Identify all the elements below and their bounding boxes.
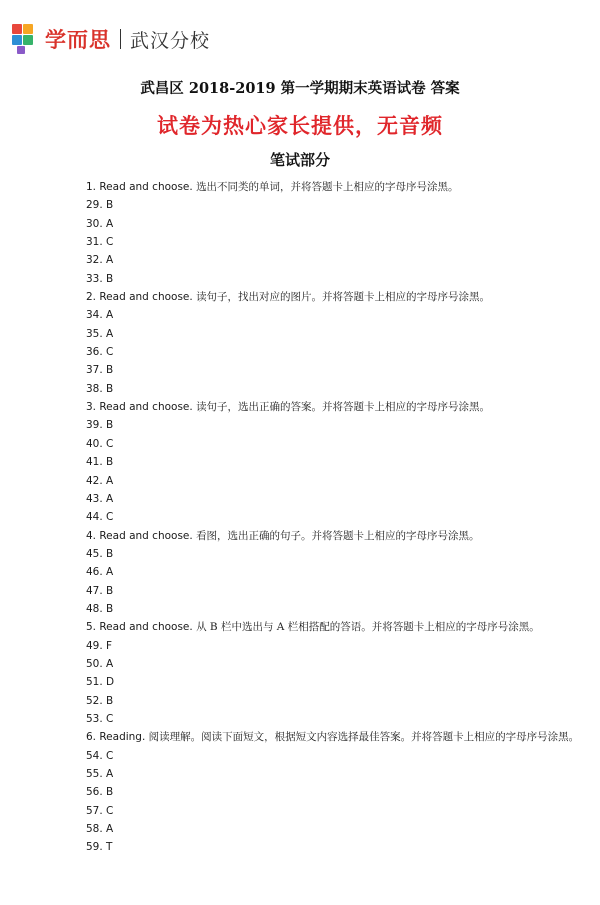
answer-item: 50. A xyxy=(86,657,114,670)
answer-item: 34. A xyxy=(86,309,114,322)
answer-item: 41. B xyxy=(86,456,114,469)
question-instruction: 看图，选出正确的句子。并将答题卡上相应的字母序号涂黑。 xyxy=(196,529,480,542)
logo xyxy=(12,22,210,56)
question-instruction: 读句子，选出正确的答案。并将答题卡上相应的字母序号涂黑。 xyxy=(196,401,491,414)
question-instruction: 选出不同类的单词，并将答题卡上相应的字母序号涂黑。 xyxy=(196,181,459,193)
answer-item: 39. B xyxy=(86,419,114,432)
section-heading: 笔试部分 xyxy=(269,151,330,169)
question-prefix: 5. Read and choose. xyxy=(86,621,197,634)
answer-item: 44. C xyxy=(86,511,114,524)
logo-icon xyxy=(12,24,40,54)
answer-item: 49. F xyxy=(86,639,113,652)
answer-item: 31. C xyxy=(86,236,114,249)
answer-item: 47. B xyxy=(86,584,114,597)
answer-item: 52. B xyxy=(86,694,114,707)
answer-item: 57. C xyxy=(86,804,114,817)
logo-divider xyxy=(120,29,121,49)
answer-item: 35. A xyxy=(86,327,114,340)
answer-item: 40. C xyxy=(86,437,114,450)
question-instruction: 阅读理解。阅读下面短文，根据短文内容选择最佳答案。并将答题卡上相应的字母序号涂黑。 xyxy=(148,731,580,744)
answer-item: 30. A xyxy=(86,217,114,230)
answer-item: 36. C xyxy=(86,346,114,359)
answer-item: 56. B xyxy=(86,786,114,799)
answer-item: 32. A xyxy=(86,254,114,267)
question-heading xyxy=(86,527,586,545)
question-heading xyxy=(86,398,586,416)
question-heading xyxy=(86,178,586,196)
answer-item: 42. A xyxy=(86,474,114,487)
answer-item: 51. D xyxy=(86,676,115,689)
answer-item: 58. A xyxy=(86,823,114,836)
answer-item: 46. A xyxy=(86,566,114,579)
answer-item: 53. C xyxy=(86,712,114,725)
answer-item: 55. A xyxy=(86,768,114,780)
question-prefix: 6. Reading. xyxy=(86,731,149,744)
question-prefix: 2. Read and choose. xyxy=(86,291,197,304)
answer-item: 54. C xyxy=(86,749,114,762)
question-heading xyxy=(86,288,586,306)
answer-item: 48. B xyxy=(86,602,114,615)
answer-list xyxy=(86,178,586,857)
question-prefix: 3. Read and choose. xyxy=(86,401,197,414)
notice-text: 试卷为热心家长提供，无音频 xyxy=(157,113,443,138)
question-instruction: 从 B 栏中选出与 A 栏相搭配的答语。并将答题卡上相应的字母序号涂黑。 xyxy=(196,621,540,634)
document-title: 武昌区 2018-2019 第一学期期末英语试卷 答案 xyxy=(140,80,460,97)
question-prefix: 1. Read and choose. xyxy=(86,181,197,193)
answer-item: 45. B xyxy=(86,547,114,560)
answer-item: 33. B xyxy=(86,272,114,285)
answer-item: 59. T xyxy=(86,841,113,854)
question-prefix: 4. Read and choose. xyxy=(86,529,197,542)
question-heading xyxy=(86,728,586,746)
answer-item: 29. B xyxy=(86,199,114,212)
answer-item: 37. B xyxy=(86,364,114,377)
answer-item: 38. B xyxy=(86,382,114,395)
brand-name: 学而思 xyxy=(45,28,111,52)
answer-item: 43. A xyxy=(86,492,114,505)
question-heading xyxy=(86,618,586,636)
question-instruction: 读句子，找出对应的图片。并将答题卡上相应的字母序号涂黑。 xyxy=(196,291,491,304)
school-name: 武汉分校 xyxy=(130,29,211,52)
